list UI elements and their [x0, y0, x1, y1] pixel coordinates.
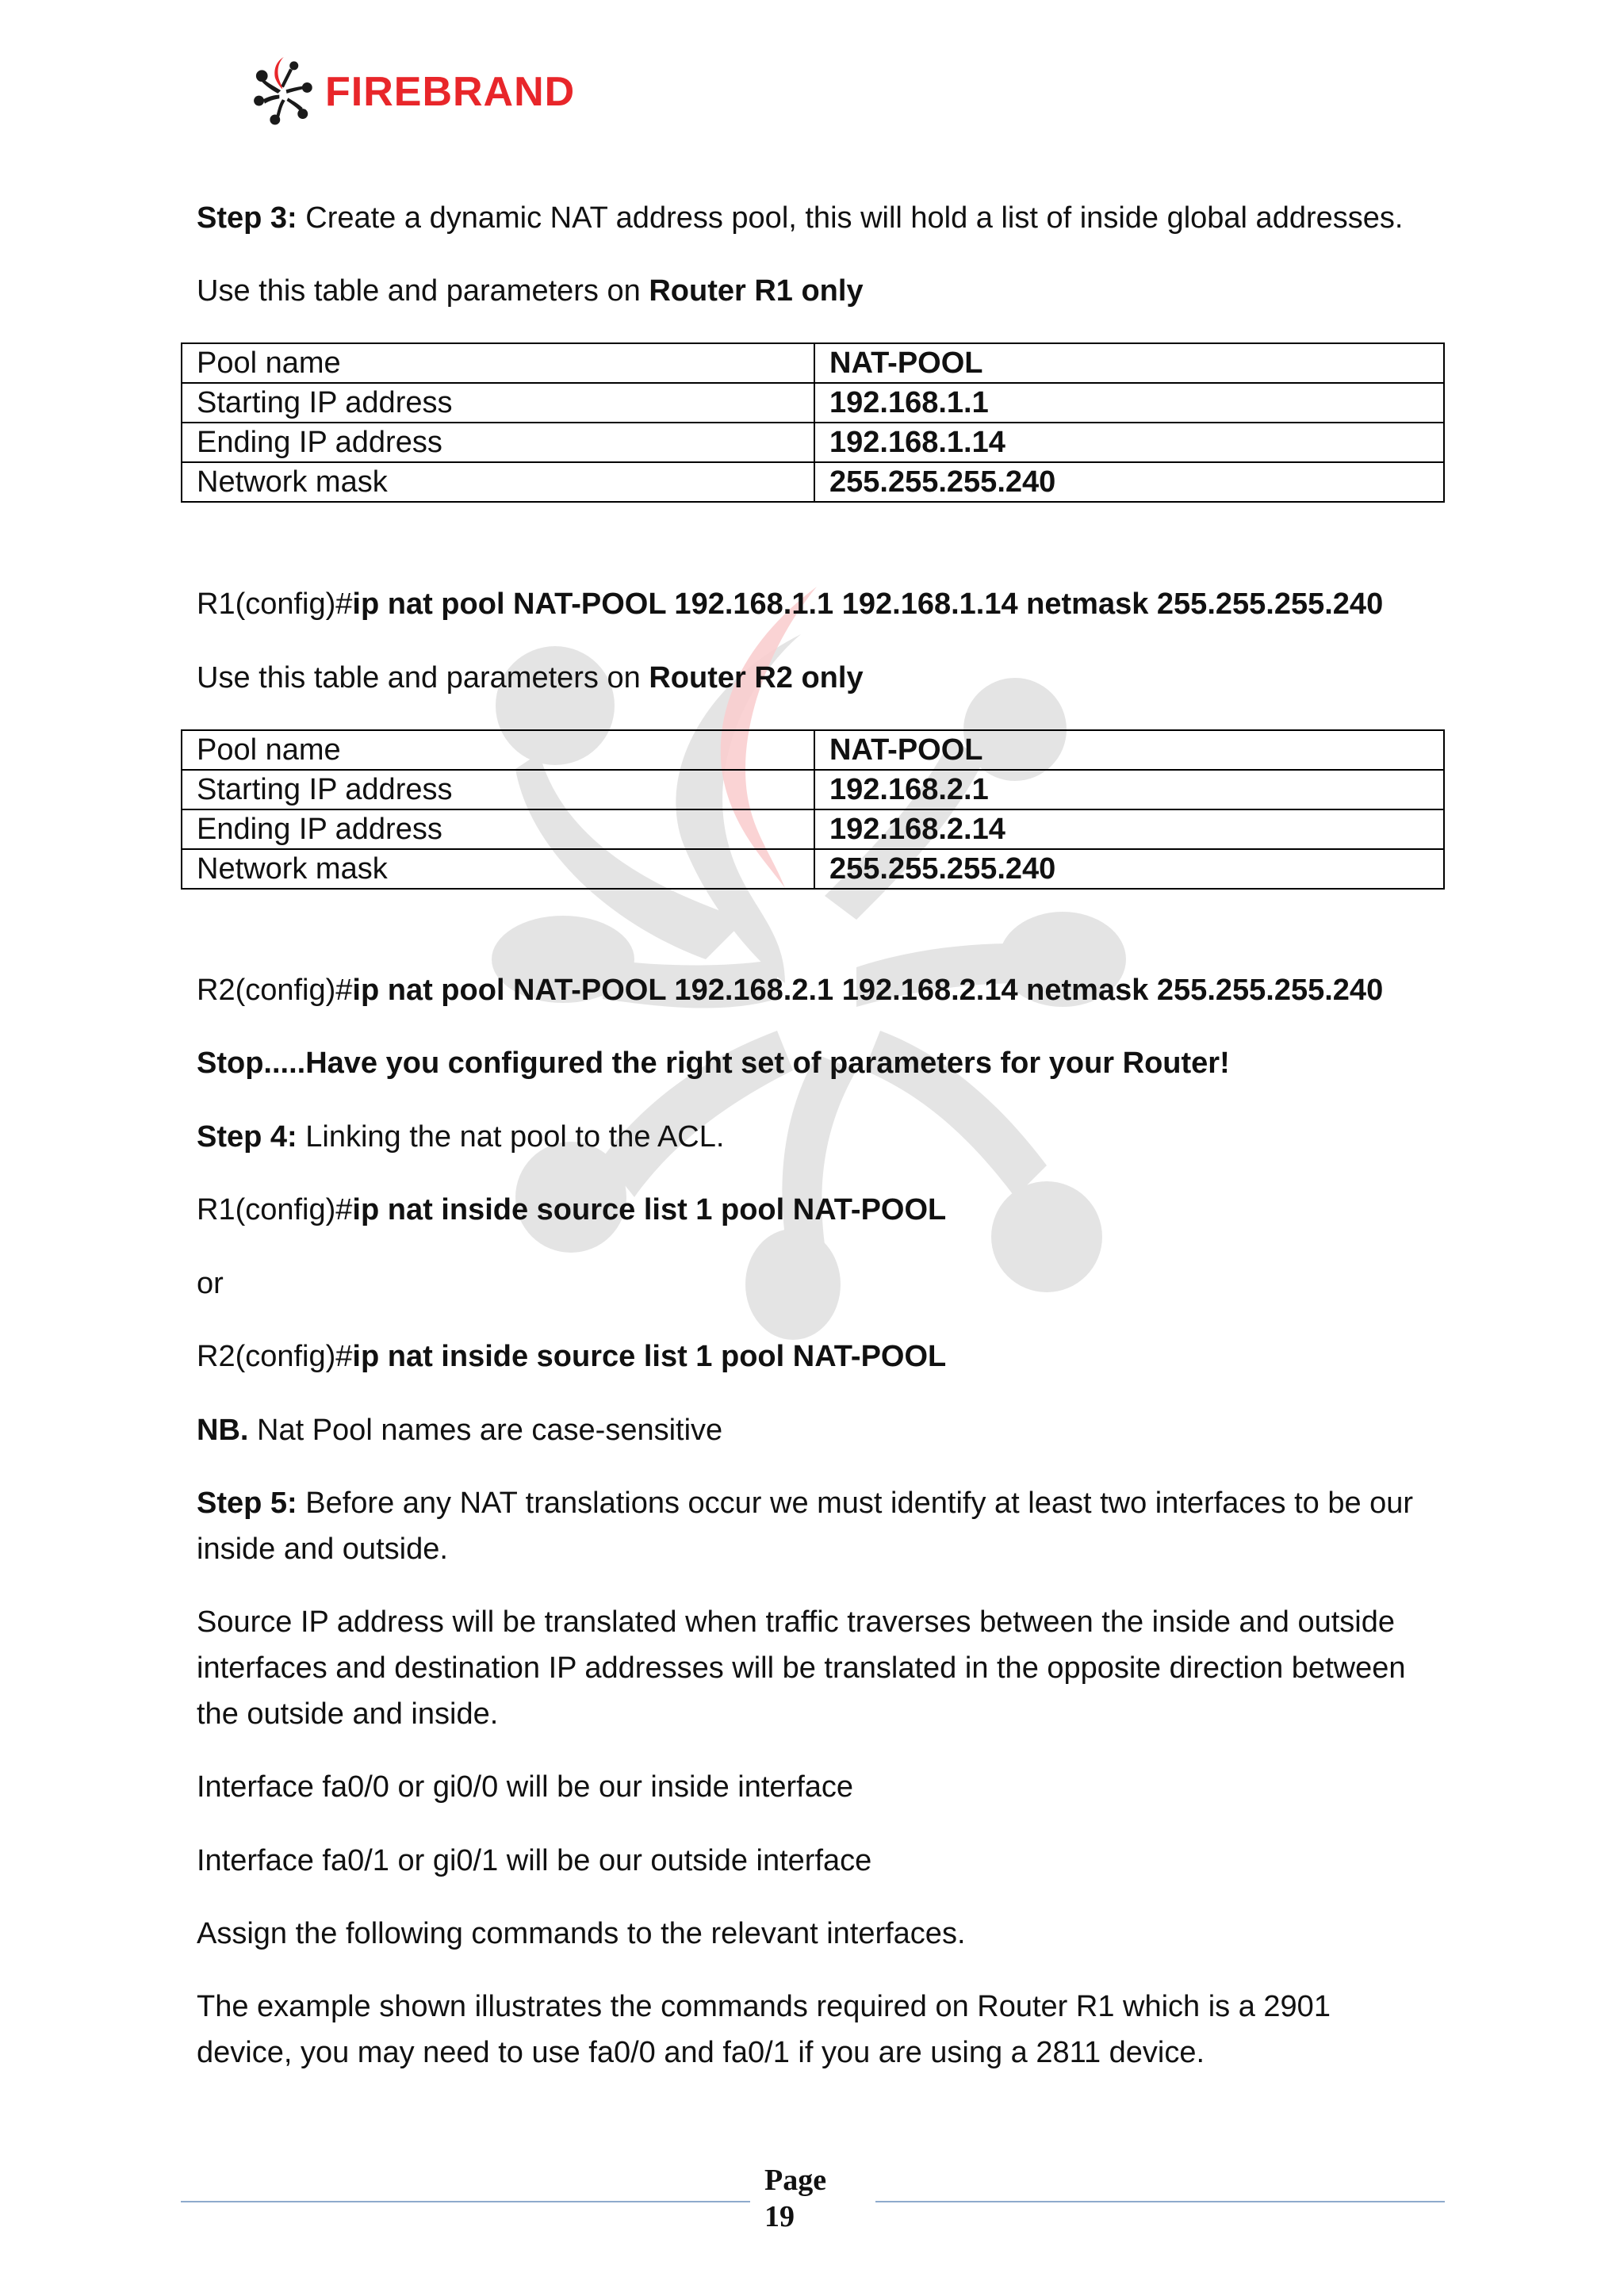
step4-paragraph — [197, 1114, 1434, 1160]
param-key: Network mask — [182, 849, 814, 889]
cli-command: ip nat inside source list 1 pool NAT-POOL — [352, 1193, 947, 1226]
cli-prompt: R2(config)# — [197, 974, 353, 1007]
page-label: Page — [764, 2164, 827, 2197]
r2-intro — [197, 655, 1434, 701]
param-key: Ending IP address — [182, 809, 814, 849]
r1-intro — [197, 268, 1434, 314]
step4-label: Step 4: — [197, 1120, 297, 1154]
page-number-value: 19 — [764, 2200, 795, 2233]
param-key: Network mask — [182, 462, 814, 502]
example-paragraph: The example shown illustrates the commands required on Router R1 which is a 2901 device, you may need to use fa0/0 and fa0/1 if you are using a 2811 device. — [197, 1990, 1331, 2069]
r2-intro-bold: Router R2 only — [649, 661, 864, 695]
param-value: 192.168.1.14 — [814, 423, 1444, 462]
table-row — [182, 462, 1444, 502]
step4-text: Linking the nat pool to the ACL. — [297, 1120, 725, 1154]
cli-prompt: R1(config)# — [197, 587, 353, 621]
param-key: Pool name — [182, 730, 814, 770]
r2-pool-command — [197, 967, 1434, 1013]
param-key: Pool name — [182, 343, 814, 383]
stop-warning: Stop.....Have you configured the right set of parameters for your Router! — [197, 1047, 1230, 1080]
r1-link-command — [197, 1187, 1434, 1233]
table-row — [182, 770, 1444, 809]
param-value: 255.255.255.240 — [814, 849, 1444, 889]
param-key: Ending IP address — [182, 423, 814, 462]
param-value: 192.168.1.1 — [814, 383, 1444, 423]
assign-commands-paragraph: Assign the following commands to the relevant interfaces. — [197, 1917, 966, 1950]
nb-label: NB. — [197, 1414, 249, 1447]
table-row — [182, 849, 1444, 889]
source-translation-paragraph: Source IP address will be translated when traffic traverses between the inside and outside interfaces and destination IP addresses will be translated in the opposite direction between the outside and inside. — [197, 1605, 1406, 1731]
outside-interface-paragraph: Interface fa0/1 or gi0/1 will be our outside interface — [197, 1844, 872, 1877]
step3-paragraph — [197, 195, 1434, 241]
step5-label: Step 5: — [197, 1487, 297, 1520]
nb-text: Nat Pool names are case-sensitive — [248, 1414, 723, 1447]
cli-prompt: R2(config)# — [197, 1340, 353, 1373]
nb-note — [197, 1407, 1434, 1453]
r1-pool-command — [197, 581, 1434, 627]
param-key: Starting IP address — [182, 770, 814, 809]
inside-interface-paragraph: Interface fa0/0 or gi0/0 will be our inside interface — [197, 1770, 854, 1804]
logo-text: FIREBRAND — [325, 69, 576, 115]
r2-link-command — [197, 1334, 1434, 1380]
param-value: 192.168.2.1 — [814, 770, 1444, 809]
step3-label: Step 3: — [197, 201, 297, 235]
table-row — [182, 383, 1444, 423]
r1-params-table — [181, 342, 1445, 503]
r2-intro-text: Use this table and parameters on — [197, 661, 649, 695]
table-row — [182, 730, 1444, 770]
cli-command: ip nat inside source list 1 pool NAT-POOL — [352, 1340, 947, 1373]
firebrand-swirl-icon — [246, 55, 319, 128]
param-value: NAT-POOL — [814, 343, 1444, 383]
table-row — [182, 423, 1444, 462]
param-value: NAT-POOL — [814, 730, 1444, 770]
step5-paragraph — [197, 1480, 1434, 1572]
r2-params-table — [181, 729, 1445, 890]
cli-command: ip nat pool NAT-POOL 192.168.2.1 192.168.2.14 netmask 255.255.255.240 — [352, 974, 1384, 1007]
table-row — [182, 343, 1444, 383]
footer-rule-right — [875, 2201, 1445, 2202]
cli-prompt: R1(config)# — [197, 1193, 353, 1226]
step3-text: Create a dynamic NAT address pool, this will hold a list of inside global addresses. — [297, 201, 1404, 235]
param-value: 192.168.2.14 — [814, 809, 1444, 849]
footer-rule-left — [181, 2201, 750, 2202]
r1-intro-text: Use this table and parameters on — [197, 274, 649, 308]
param-key: Starting IP address — [182, 383, 814, 423]
firebrand-logo — [246, 55, 575, 128]
page-number — [764, 2162, 826, 2235]
r1-intro-bold: Router R1 only — [649, 274, 864, 308]
param-value: 255.255.255.240 — [814, 462, 1444, 502]
cli-command: ip nat pool NAT-POOL 192.168.1.1 192.168.1.14 netmask 255.255.255.240 — [352, 587, 1384, 621]
or-text: or — [197, 1267, 224, 1300]
step5-text: Before any NAT translations occur we must identify at least two interfaces to be our inside and outside. — [197, 1487, 1414, 1566]
table-row — [182, 809, 1444, 849]
